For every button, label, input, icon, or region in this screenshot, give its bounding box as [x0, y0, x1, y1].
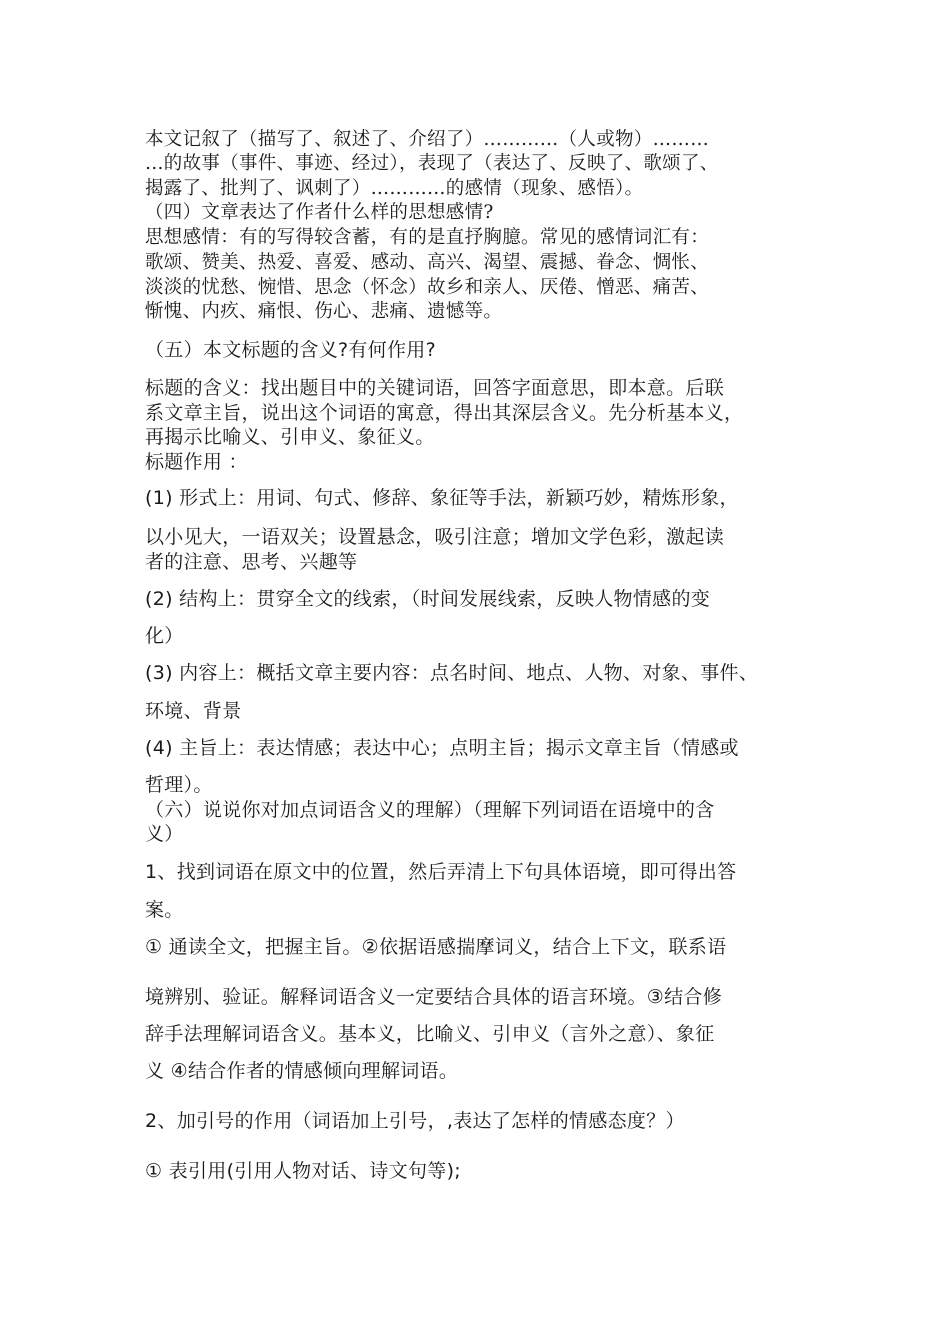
text-line: ① 表引用(引用人物对话、诗文句等);	[145, 1160, 461, 1182]
text-line: …的故事（事件、事迹、经过），表现了（表达了、反映了、歌颂了、	[145, 153, 719, 174]
text-line: 以小见大，一语双关；设置悬念，吸引注意；增加文学色彩，激起读	[145, 526, 725, 548]
section-heading: （四）文章表达了作者什么样的思想感情?	[145, 202, 494, 223]
text-line: 者的注意、思考、兴趣等	[145, 551, 358, 573]
text-line: 义）	[145, 823, 184, 845]
text-line: 哲理）。	[145, 774, 213, 796]
text-line: 境辨别、验证。解释词语含义一定要结合具体的语言环境。③结合修	[145, 986, 723, 1008]
text-line: 思想感情：有的写得较含蓄，有的是直抒胸臆。常见的感情词汇有：	[145, 227, 710, 248]
text-line: 2、加引号的作用（词语加上引号，,表达了怎样的情感态度？）	[145, 1110, 685, 1132]
text-line: 揭露了、批判了、讽刺了）…………的感情（现象、感悟）。	[145, 178, 644, 199]
text-line: (4) 主旨上：表达情感；表达中心；点明主旨；揭示文章主旨（情感或	[145, 737, 739, 759]
text-line: 本文记叙了（描写了、叙述了、介绍了）…………（人或物）………	[145, 129, 710, 150]
text-line: 环境、背景	[145, 700, 242, 722]
text-line: 化）	[145, 625, 184, 647]
text-line: 辞手法理解词语含义。基本义，比喻义、引申义（言外之意）、象征	[145, 1023, 715, 1045]
text-line: 惭愧、内疚、痛恨、伤心、悲痛、遗憾等。	[145, 301, 503, 322]
text-line: 淡淡的忧愁、惋惜、思念（怀念）故乡和亲人、厌倦、憎恶、痛苦、	[145, 277, 710, 298]
section-heading: （六）说说你对加点词语含义的理解）（理解下列词语在语境中的含	[145, 799, 715, 821]
section-heading: （五）本文标题的含义?有何作用?	[145, 339, 436, 361]
text-line: 案。	[145, 899, 184, 921]
text-line: 再揭示比喻义、引申义、象征义。	[145, 426, 435, 448]
text-line: 义 ④结合作者的情感倾向理解词语。	[145, 1060, 459, 1082]
text-line: 标题的含义：找出题目中的关键词语，回答字面意思，即本意。后联	[145, 377, 725, 399]
text-line: 歌颂、赞美、热爱、喜爱、感动、高兴、渴望、震撼、眷念、惆怅、	[145, 252, 710, 273]
text-line: ① 通读全文，把握主旨。②依据语感揣摩词义，结合上下文，联系语	[145, 936, 727, 958]
text-line: 系文章主旨，说出这个词语的寓意，得出其深层含义。先分析基本义，	[145, 402, 744, 424]
text-line: 1、找到词语在原文中的位置，然后弄清上下句具体语境，即可得出答	[145, 861, 737, 883]
text-line: (1) 形式上：用词、句式、修辞、象征等手法，新颖巧妙，精炼形象，	[145, 487, 739, 509]
text-line: (3) 内容上：概括文章主要内容：点名时间、地点、人物、对象、事件、	[145, 662, 759, 684]
text-line: 标题作用 ：	[145, 451, 248, 473]
text-line: (2) 结构上：贯穿全文的线索，（时间发展线索，反映人物情感的变	[145, 588, 711, 610]
